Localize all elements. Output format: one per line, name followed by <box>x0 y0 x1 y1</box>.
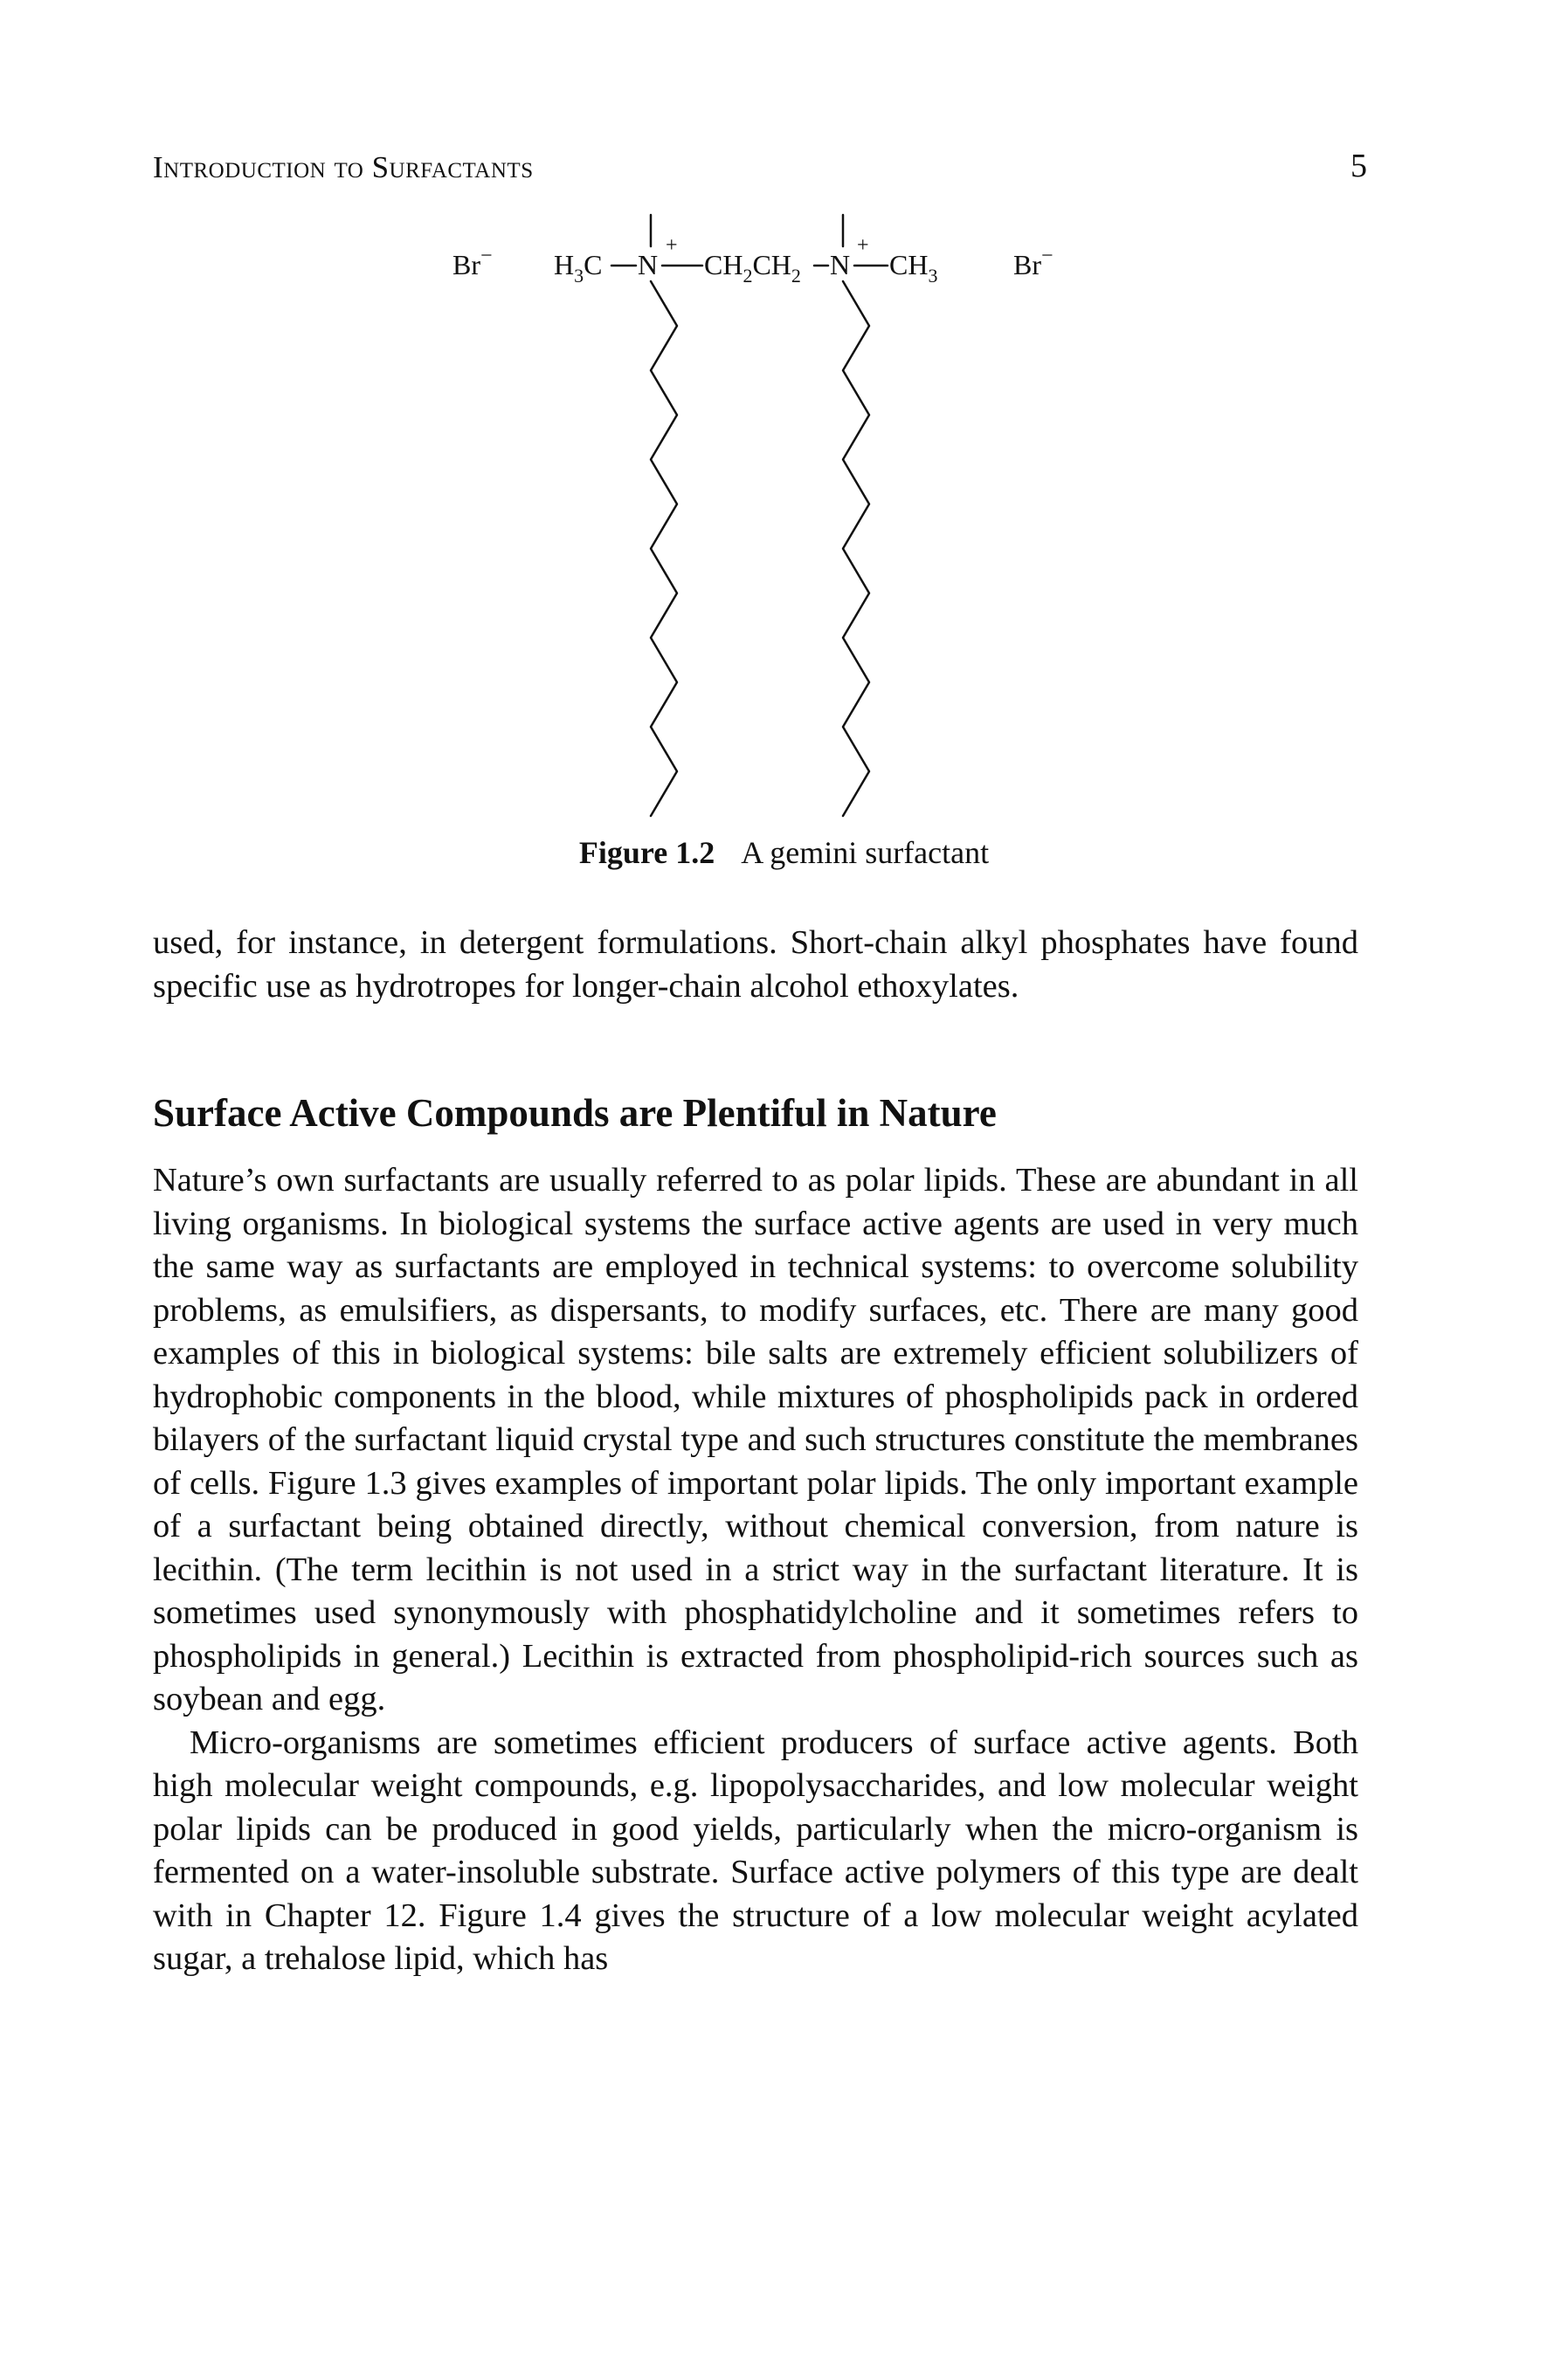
nitrogen-right: N <box>830 249 851 280</box>
charge-right: + <box>857 234 869 257</box>
spacer: $CH_2CH_2$ <box>704 249 801 287</box>
section-heading: Surface Active Compounds are Plentiful in Nature <box>153 1091 997 1135</box>
bromide-left: Br− <box>452 245 493 280</box>
gemini-surfactant-structure <box>0 201 1568 830</box>
paragraph-2: Nature’s own surfactants are usually referred to as polar lipids. These are abundant in all living organisms. In biological systems the surface active agents are used in very much the same way as surfactants are employed in technical systems: to overcome solubility problems, as emulsifiers, as dispersants, to modify surfaces, etc. There are many good examples of this in biological systems: bile salts are extremely efficient solubilizers of hydrophobic components in the blood, while mixtures of phospholipids pack in ordered bilayers of the surfactant liquid crystal type and such structures constitute the membranes of cells. Figure 1.3 gives examples of important polar lipids. The only important example of a surfactant being obtained directly, without chemical conversion, from nature is lecithin. (The term lecithin is not used in a strict way in the surfactant literature. It is sometimes used synonymously with phosphatidylcholine and it sometimes refers to phospholipids in general.) Lecithin is extracted from phospholipid-rich sources such as soybean and egg. <box>153 1162 1358 1717</box>
methyl-right: $CH_3$ <box>889 249 938 287</box>
figure-caption <box>0 834 1568 871</box>
alkyl-chain-right <box>843 281 869 816</box>
paragraph-3: Micro-organisms are sometimes efficient producers of surface active agents. Both high molecular weight compounds, e.g. lipopolysaccharides, and low molecular weight polar lipids can be produced in good yields, particularly when the micro-organism is fermented on a water-insoluble substrate. Surface active polymers of this type are dealt with in Chapter 12. Figure 1.4 gives the structure of a low molecular weight acylated sugar, a trehalose lipid, which has <box>153 1724 1358 1977</box>
section-body <box>153 1159 1358 1981</box>
figure-label: Figure 1.2 <box>578 835 715 870</box>
running-header-title: Introduction to Surfactants <box>153 150 534 184</box>
bromide-right: Br− <box>1013 245 1053 280</box>
paragraph-1: used, for instance, in detergent formulations. Short-chain alkyl phosphates have found specific use as hydrotropes for longer-chain alcohol ethoxylates. <box>153 924 1358 1005</box>
gemini-surfactant-figure <box>0 201 1568 830</box>
nitrogen-left: N <box>638 249 659 280</box>
page-number: 5 <box>1350 148 1367 184</box>
charge-left: + <box>666 234 678 257</box>
methyl-left: $H_3C$ <box>554 249 603 287</box>
alkyl-chain-left <box>651 281 677 816</box>
figure-caption-text: A gemini surfactant <box>741 835 990 870</box>
